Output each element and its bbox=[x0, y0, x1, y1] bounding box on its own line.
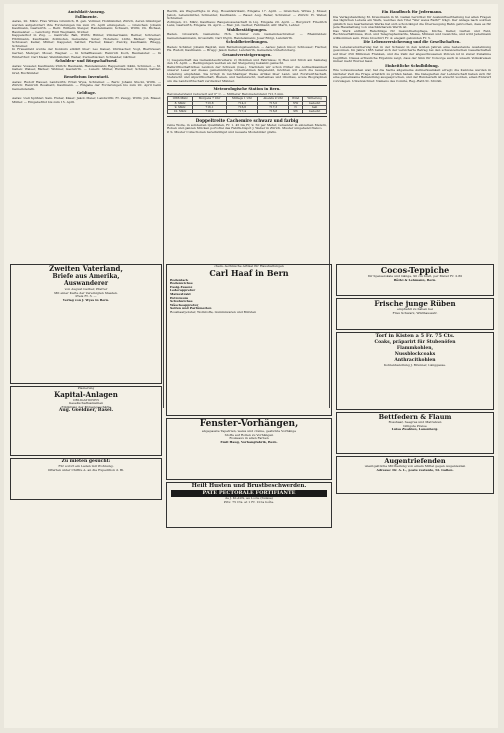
table-header-cell: 1886 März bbox=[168, 97, 193, 101]
ad-title: Frische junge Rüben bbox=[374, 299, 456, 308]
ad-line: Gesellschaftsanleihen bbox=[68, 401, 104, 406]
section-heading: Meteorologische Station in Bern. bbox=[213, 87, 281, 92]
table-cell: 716,1 bbox=[193, 105, 227, 109]
paragraph: Kappelerhof in Zug. — Gantrufe: Ball, Wirth; Bühler, Zimmermann; Berner, Schreiner; Hürlimann, Kaufmann; Zollikofen, Gemeinde; Suter, Hoteliers; Lüthi, Bäcker; Wagner, Schlosser; Keller, Müller; Kappeler, Sattler; Fischer, Käser; Zwicky, Kaufmann; Rüegg, Schreiner. bbox=[12, 33, 161, 48]
ad-line: Rosshaarpolster, Wollstoffe, Gummiwaren und Bürsten bbox=[170, 309, 257, 314]
ad-line: OBLIGATIONEN bbox=[72, 397, 100, 402]
paragraph: Aarau: Vosseler, Kaufmann; Zürich: Baumann, Handelsmann; Rapperswil: Kälin, Schmied. — St. Gallen: Walser, Bäcker; Widmer, Gastwirth. — Luzern: Müller, Hutmacher; Schmid, Sattler; Graf, Buchbinder. bbox=[12, 63, 161, 75]
table-row bbox=[168, 110, 327, 114]
ad-cocos-teppiche bbox=[336, 264, 494, 296]
paragraph: In Frauenfeld wurde der Konkurs erklärt über: Leo Kaiser, Uhrmacher; Vogt, Bierbrauer; Gerber, Metzger; Moser, Wagner. — In Schaffhausen: Heinrich Koch, Baumeister. — In Winterthur: Carl Meier, Weinhändler; Weber, Zuckerbäcker; Schneider, Gärtner. bbox=[12, 47, 161, 59]
ad-title: Torf in Kisten a 5 Fr. 75 Cts. bbox=[375, 333, 455, 339]
ad-item: Flammkohlen, bbox=[396, 346, 434, 351]
ad-line: Für sofort ein Laden mit Wohnung. bbox=[58, 464, 114, 468]
ad-line: Mit einer Karte der Vereinigten Staaten. bbox=[54, 290, 118, 295]
ad-item: Schuhwichse bbox=[170, 299, 193, 304]
paragraph: Das Werk enthält: Ratschläge für Gesundheitspflege, Küche, Keller, Garten und Feld, Rechtsverhältnisse, Post- und Telegraphentarife, Masse, Münzen und Gewichte, und wird Jedermann willkommen sein. Preis broschirt Fr. 4; elegant gebunden Fr. 5. bbox=[333, 28, 491, 40]
note: Barometerstand reduziert auf 0° C. — Mittlerer Barometerstand 721,5 mm. bbox=[167, 91, 285, 96]
section-heading: Einheitliche Schulbildung. bbox=[385, 63, 439, 68]
ad-title: Carl Haaf in Bern bbox=[209, 267, 289, 278]
ad-advertiser: Adresse: Dr. A. L., poste restante, St. Gallen. bbox=[376, 467, 454, 472]
ad-carl-haaf bbox=[166, 264, 332, 416]
ad-advertiser: Luisa Zwahlen, Lauenberg. bbox=[391, 427, 439, 432]
ad-line: Plazierung bbox=[77, 386, 95, 390]
section-heading: Geldtage. bbox=[76, 91, 97, 96]
ad-line: abgepasste Tapetrien, weiss und crème, gestickte Vorhänge bbox=[201, 429, 297, 433]
ad-publisher: Verlag von J. Wyss in Bern. bbox=[62, 297, 110, 302]
section-heading: Schulden- und Bürgschaftsruf. bbox=[55, 59, 118, 64]
paragraph: Aarau: Ueli Spühler; Sam. Huber, Käser; Jakob Meier, Landwirth; Fr. Zaugg, Wirth; Joh. Blaser, Müller. — Eingabefrist bis zum 15. April. bbox=[12, 96, 161, 104]
ad-line: Rosshaar, Seegras und Matratzen bbox=[388, 420, 442, 424]
ad-line: Erklärung der Börsengeschäfte bbox=[61, 404, 111, 409]
table-cell: 8. März bbox=[168, 101, 193, 105]
table-cell: 9. März bbox=[168, 105, 193, 109]
ad-bettfedern bbox=[336, 412, 494, 454]
paragraph: Zofingen, 21. März, Kaufhaus; Baugenossenschaft in Liq. Eingabe 20. April. — Burgdorf: Friedrich Lanz, Gastwirth, Eingabe 19. April. — Biel: Joh. Gerber, Fabrikant; Alfr. Marti, Lehrer. bbox=[167, 19, 327, 28]
table-cell: bedeckt bbox=[303, 110, 327, 114]
paragraph: Baden. Grossrath, Gemeinde; Hch. Schärer zum Gemeindeschreiber. — Rheinfelden: Gemeindeammann, Grossrath; Carl Vögtli, Handelsmann; Josef Bürgi, Landwirth. bbox=[167, 32, 327, 40]
ad-title: Heilt Husten und Brustbeschwerden. bbox=[191, 483, 307, 489]
table-cell: 717,4 bbox=[226, 110, 257, 114]
ad-item: Coaks, präparirt für Stubenöfen bbox=[374, 340, 456, 345]
paragraph: Bezirk, als Wegverfügte in Zug, Hosenfabrikant, Eingabe 17. April. — Grenchen, Witwe J. Moser, Jakob, Lebensmittel, Schneider, Kaufmann. — Basel: Aug. Reber, Schreiner. — Zürich: H. Weber, Schreiner. bbox=[167, 10, 327, 21]
ad-vorhaenge bbox=[166, 418, 332, 480]
ad-item: Essig-Essenz bbox=[170, 284, 193, 289]
ad-line: Stoffe auf Rollen zu Vorhängen bbox=[224, 432, 274, 437]
ad-line: unentgeltliche Mittheilung von einem Mittel gegen Augenleiden bbox=[364, 464, 466, 468]
section-heading: Schuldbetreibungen. bbox=[225, 40, 269, 45]
paragraph: Die Verlagshandlung M. Kreuzmann in St. Gallen berichtet für Auskunftsertheilung bei allen Fragen des täglichen Lebens ein Werk, welches den Titel "Wer weiss Rath?" trägt. Der Anlage nach solchen gänzlich neu bearbeiteten Werke hat sich schon längst die Überzeugung Bahn gebrochen, dass es für jede Haushaltung von unschätzbarem Werth ist. bbox=[333, 14, 491, 30]
ad-price: Prix: 75 Cts. et 1 Fr. 10 la boîte. bbox=[223, 499, 275, 504]
table-cell: 717,3 bbox=[258, 105, 289, 109]
column-left bbox=[12, 10, 161, 258]
ad-line: für Speiselokale und Gänge, 90 cm breit, per Meter Fr. 2.80 bbox=[367, 274, 463, 278]
table-cell: NW bbox=[289, 101, 303, 105]
ad-pate-pectorale bbox=[166, 482, 332, 528]
table-header-cell: Abends 9 Uhr bbox=[258, 97, 289, 101]
paragraph: 1) Liegenschaft des Gemeindeschreibers; 2) Mobilien und Fahrnisse; 3) Heu und Stroh am Samstag den 16. April. — Bedingungen werden an der Steigerung bekannt gemacht. bbox=[167, 57, 327, 66]
paragraph: P. S. Muster Collectionen bereitwilligst und neueste Modebilder gratis. bbox=[167, 129, 277, 134]
section-heading: Wahlbestätigungen. bbox=[226, 27, 268, 32]
ad-item: Bodenwichse bbox=[170, 281, 193, 286]
section-heading: Gesamtversteigerungen. bbox=[222, 53, 272, 58]
ad-augenleiden bbox=[336, 456, 494, 494]
table-cell: 718,0 bbox=[193, 110, 227, 114]
section-heading: Ein Handbuch für Jedermann. bbox=[381, 10, 443, 14]
ad-item: Malzextrakt bbox=[170, 291, 191, 296]
table-cell: 714,2 bbox=[226, 101, 257, 105]
ad-price: Preis Fr. 3. — bbox=[75, 294, 97, 299]
table-header-cell: Morgens 7 Uhr bbox=[193, 97, 227, 101]
table-cell: 713,8 bbox=[193, 101, 227, 105]
ad-advertiser: Kohlenhandlung J. Brunner, Länggasse. bbox=[384, 363, 446, 367]
ad-title: Zu mieten gesucht: bbox=[61, 459, 111, 464]
paragraph: Wie vorauszusehen war, hat die Sache allgemeine Aufmerksamkeit erregt; die Kantone werden in nächster Zeit die Frage ernstlich zu prüfen haben. Die Delegierten der Lehrerschaft haben sich für eine gemeinsame Behandlung ausgesprochen, und der Bundesrath ist ersucht worden, einen Entwurf vorzulegen. Unterzeichnet: Namens des Comité, Reg.-Rath St. Stöckli. bbox=[333, 68, 491, 83]
ad-line: Offerten unter Chiffre A. an die Expedition d. Bl. bbox=[47, 467, 125, 472]
paragraph: reine Wolle, in solidesten Qualitäten, Fr. 1. 45 bis Fr. 9. 50 per Meter, versendet in einzelnen Metern, Roben und ganzen Stücken portofrei das Fabrik-Dépôt J. Weber in Zürich. Muster umgehend franco. bbox=[167, 122, 327, 131]
table-cell: N bbox=[289, 105, 303, 109]
ad-zu-mieten bbox=[10, 458, 162, 500]
paragraph: Aarau: Rudolf Hauser, Landwirth; Ernst Wyss, Schreiner. — Bern: Johann Stucki, Wirth. — Zürich: Heinrich Bosshard, Kaufmann. — Eingabe der Forderungen bis zum 20. April beim Gemeinderath. bbox=[12, 79, 161, 91]
ad-line: Rouleaux in allen Farben bbox=[229, 436, 269, 441]
ad-item: Seifen und Parfümerien bbox=[170, 306, 212, 311]
ad-title: Kapital-Anlagen bbox=[54, 389, 118, 399]
ad-item: Petroleum bbox=[170, 295, 189, 300]
ad-rueben bbox=[336, 298, 494, 330]
divider bbox=[167, 116, 327, 117]
table-cell: 716,8 bbox=[258, 110, 289, 114]
ad-line: Auswanderer bbox=[64, 280, 108, 287]
table-cell: 715,0 bbox=[258, 101, 289, 105]
paragraph: Die Lebensversicherung hat in der Schweiz in den letzten Jahren eine bedeutende Ausdehnung gewonnen. Im Jahre 1885 belief sich der versicherte Betrag bei den schweizerischen Gesellschaften auf über 250 Millionen Franken, und die Zahl der abgeschlossenen Policen ist in steter Zunahme begriffen. Dieses erfreuliche Ergebnis zeigt, dass der Sinn für Vorsorge auch in unsern Volkskreisen immer mehr Wurzel fasst. bbox=[333, 44, 491, 64]
ad-heading: Doppeltreite Cachemire schwarz und farbig bbox=[195, 118, 299, 124]
section-heading: Die Lebensversicherung und die Gesellschaften. bbox=[363, 40, 461, 45]
ad-line: de J. KLAUS, au Locle (Suisse) bbox=[225, 496, 273, 500]
ad-advertiser: Emil Haug, Vorhangfabrik, Bern. bbox=[220, 439, 278, 444]
section-heading: Amtsblatt-Auszug. bbox=[67, 10, 106, 14]
ad-torf-kohlen bbox=[336, 332, 494, 410]
paragraph: Baden: Schärer, Johann Baptist, zum Betreibungsbeamten. — Aarau: Jakob Gloor, Schlosser; Fischer, Hs. Rudolf, Kaufmann. — Brugg: Jakob Keller, Landwirth, Gemeinde Unterbözberg. bbox=[167, 44, 327, 53]
ad-book-amerika bbox=[10, 264, 162, 384]
ad-advertiser: Bürki & Lehmann, Bern. bbox=[393, 277, 437, 282]
divider bbox=[167, 85, 327, 86]
advertisements bbox=[10, 264, 492, 726]
table-cell: 10. März bbox=[168, 110, 193, 114]
ad-advertiser: Frau Schwarz, Wildhaussstr. bbox=[392, 310, 438, 315]
ad-item: Wäscheappretur bbox=[170, 302, 199, 307]
ad-line: von August Gerber, Pfarrer bbox=[64, 287, 108, 291]
table-cell: bedeckt bbox=[303, 101, 327, 105]
ad-title: Augentriefenden bbox=[384, 457, 446, 465]
ad-item: Anthracitkohlen bbox=[394, 358, 436, 363]
table-header-cell: Wind bbox=[289, 97, 303, 101]
ad-line: empfiehlt zu haben bei bbox=[397, 307, 433, 311]
ad-title: Bettfedern & Flaum bbox=[378, 413, 452, 421]
ad-item: Bodenlack bbox=[170, 277, 189, 282]
section-heading: Beneficium Inventarii. bbox=[63, 75, 110, 80]
ad-title: Fenster-Vorhängen, bbox=[199, 419, 299, 429]
table-cell: hell bbox=[303, 105, 327, 109]
weather-table bbox=[167, 96, 327, 114]
ad-item: Nussblockcoaks bbox=[394, 352, 436, 357]
ad-banner: PATE PECTORALE FORTIFIANTE bbox=[171, 490, 327, 497]
ad-line: chem.-technische Artikel für Haushaltungen bbox=[214, 264, 284, 268]
ad-title: Zweiten Vaterland, bbox=[49, 264, 123, 273]
paragraph: Aarau, 20. März. Frau Witwe Grumlich, B. geb. Vollmer, Holzhändler, Zürich, deren Gläubiger werden aufgefordert ihre Forderungen bis zum 25. April einzugeben. — Grenchen: Johann Kaufmann, Gastwirth. — Bern: Wilhelm Steiger, Handelsmann; Schwarz, Wirth; Ch. Bichsel, Baumeister. — Lenzburg: Emil Wegmann, Sticker. bbox=[12, 19, 161, 34]
table-cell: 716,6 bbox=[226, 105, 257, 109]
ad-title: Cocos-Teppiche bbox=[380, 265, 450, 275]
table-header-cell: Mittags 1 Uhr bbox=[226, 97, 257, 101]
ad-item: Lederappretur bbox=[170, 288, 196, 293]
ad-subtitle: Briefe aus Amerika, bbox=[52, 273, 120, 280]
ad-advertiser: Aug. Goeldner, Basel. bbox=[58, 408, 114, 414]
paragraph: Ballwirthschaftliches Lexikon der Schweiz (Ges.). Nachdem wir schon früher die Aufmerksamkeit unserer Leser auf dieses gemeinnützige Unternehmen hingelenkt, möchten wir auch die neueste Lieferung empfehlen. Sie bringt in reichhaltiger Weise Artikel über Land- und Forstwirthschaft, Viehzucht und Alpwirthschaft, Bienen- und Seidenzucht, Gartenbau und Obstbau, sowie Biographien um die Landwirthschaft verdienter Männer. bbox=[167, 64, 327, 83]
ad-kapital bbox=[10, 386, 162, 456]
table-header-cell: Witterung bbox=[303, 97, 327, 101]
ad-line: billigste Preise bbox=[403, 423, 427, 428]
newspaper-page bbox=[4, 4, 498, 728]
table-cell: SW bbox=[289, 110, 303, 114]
section-subheading: Fallimente. bbox=[75, 14, 98, 19]
